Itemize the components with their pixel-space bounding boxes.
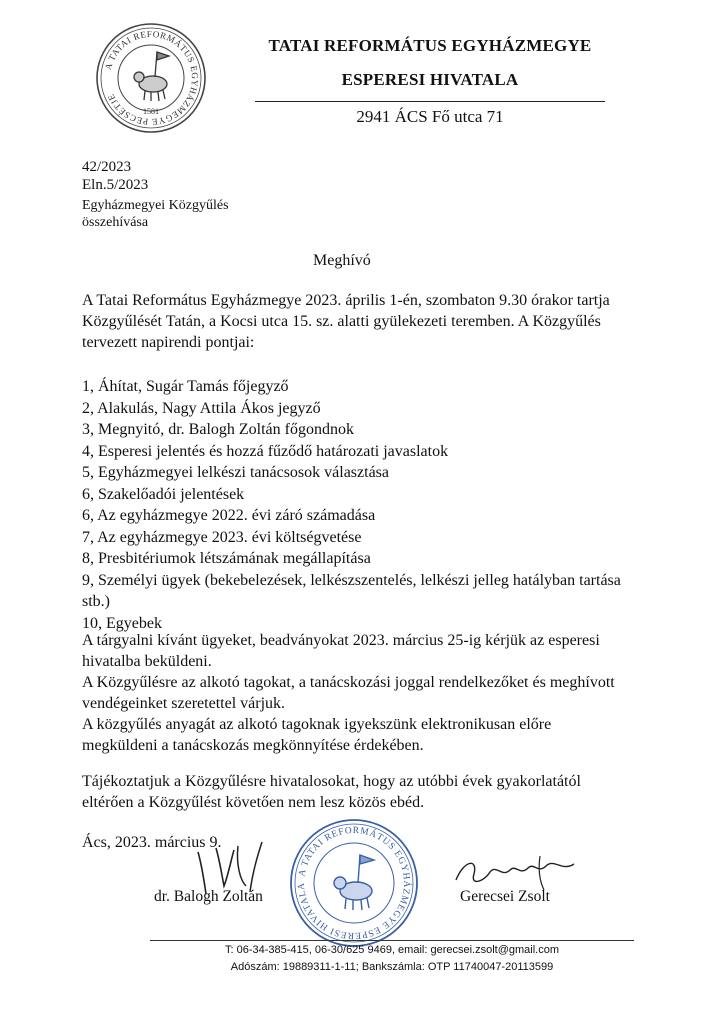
agenda-item: 2, Alakulás, Nagy Attila Ákos jegyző — [82, 399, 321, 417]
agenda-item: 1, Áhítat, Sugár Tamás főjegyző — [82, 378, 289, 395]
agenda-item: 3, Megnyitó, dr. Balogh Zoltán főgondnok — [82, 421, 354, 438]
footer-contact: T: 06-34-385-415, 06-30/625 9469, email: gerecsei.zsolt@gmail.com — [224, 944, 559, 956]
org-name: TATAI REFORMÁTUS EGYHÁZMEGYE — [268, 36, 592, 55]
intro-paragraph: A Tatai Református Egyházmegye 2023. április 1-én, szombaton 9.30 órakor tartja Közgyűlését Tatán, a Kocsi utca 15. sz. alatti gyülekezeti teremben. A Közgyűlés tervezett napirendi pontjai: — [82, 292, 610, 351]
agenda-list — [82, 376, 642, 634]
agenda-item: 4, Esperesi jelentés és hozzá fűződő határozati javaslatok — [82, 442, 449, 460]
footer-divider — [150, 940, 634, 941]
signatory-right-name: Gerecsei Zsolt — [460, 888, 550, 905]
seal-bottom-stamp — [288, 817, 420, 949]
org-office: ESPERESI HIVATALA — [341, 70, 519, 89]
subject-line-2: összehívása — [82, 215, 149, 230]
org-address: 2941 ÁCS Fő utca 71 — [356, 107, 504, 126]
seal-top-ring-text: A TATAI REFORMÁTUS EGYHÁZMEGYE PECSÉTJE — [102, 28, 201, 128]
invitation-paragraph: A Közgyűlésre az alkotó tagokat, a tanácskozási joggal rendelkezőket és meghívott vendégeinket szeretettel várjuk. — [82, 674, 615, 712]
materials-paragraph: A közgyűlés anyagát az alkotó tagoknak igyekszünk elektronikusan előre megküldeni a tanácskozás megkönnyítése érdekében. — [82, 716, 552, 754]
doc-number: 42/2023 — [82, 159, 132, 175]
lamb-icon — [334, 855, 374, 910]
agenda-item: 7, Az egyházmegye 2023. évi költségvetése — [82, 528, 362, 546]
header-divider — [255, 101, 605, 102]
signatory-left-name: dr. Balogh Zoltán — [154, 888, 263, 905]
notice-paragraph: Tájékoztatjuk a Közgyűlésre hivatalosokat, hogy az utóbbi évek gyakorlatától eltérően a Közgyűlést követően nem lesz közös ebéd. — [82, 773, 581, 811]
lamb-icon — [134, 52, 169, 101]
agenda-item: 10, Egyebek — [82, 614, 162, 632]
seal-bottom-ring-text: A TATAI REFORMÁTUS EGYHÁZMEGYE ESPERESI HIVATALA — [296, 825, 412, 941]
agenda-item: 6, Az egyházmegye 2022. évi záró számadása — [82, 507, 376, 524]
seal-top — [95, 22, 207, 134]
place-date: Ács, 2023. március 9. — [82, 834, 222, 851]
seal-top-year: 1581 — [143, 107, 159, 116]
submission-paragraph: A tárgyalni kívánt ügyeket, beadványokat 2023. március 25-ig kérjük az esperesi hivatalba beküldeni. — [82, 632, 600, 670]
agenda-item: 9, Személyi ügyek (bekebelezések, lelkészszentelés, lelkészi jelleg hatályban tartása stb.) — [82, 571, 621, 610]
subject-line-1: Egyházmegyei Közgyűlés — [82, 198, 229, 213]
doc-eln: Eln.5/2023 — [82, 177, 149, 193]
agenda-item: 6, Szakelőadói jelentések — [82, 485, 245, 503]
agenda-item: 5, Egyházmegyei lelkészi tanácsosok választása — [82, 464, 389, 481]
agenda-item: 8, Presbitériumok létszámának megállapítása — [82, 550, 371, 567]
footer-tax: Adószám: 19889311-1-11; Bankszámla: OTP 11740047-20113599 — [230, 961, 554, 973]
document-title: Meghívó — [313, 252, 371, 269]
